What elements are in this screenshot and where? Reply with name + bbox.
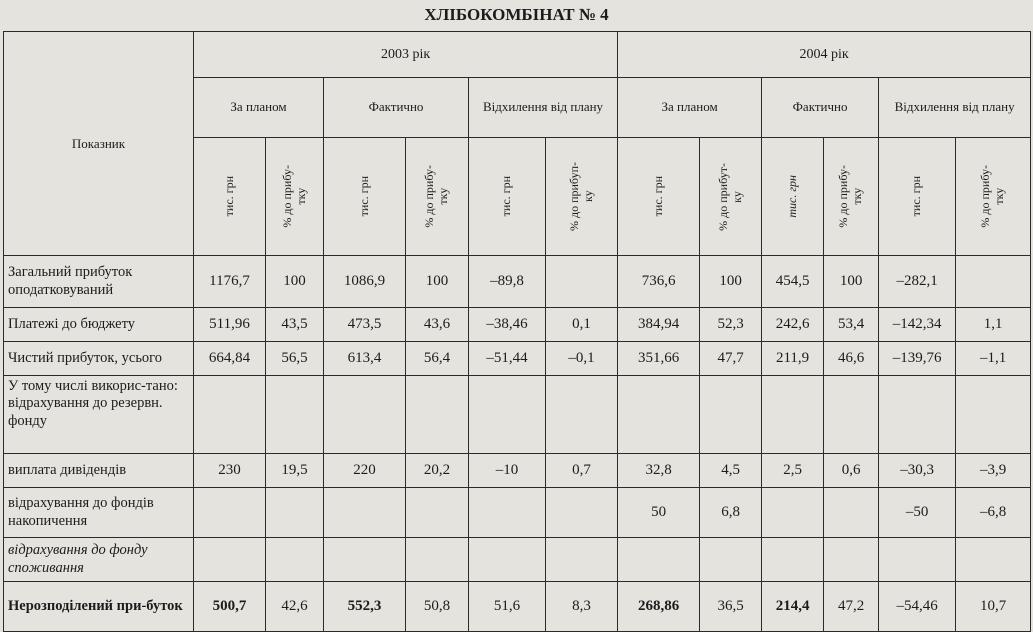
- cell: [406, 488, 469, 538]
- table-row: [4, 582, 1031, 632]
- cell: [546, 488, 618, 538]
- cell: 0,7: [546, 454, 618, 488]
- cell: –30,3: [879, 454, 956, 488]
- subheader-cell: [700, 138, 762, 256]
- row-label: Загальний прибуток оподатковуваний: [4, 256, 194, 308]
- cell: 19,5: [266, 454, 324, 488]
- subheader-pct: % до прибу- тку: [978, 165, 1007, 228]
- cell: –1,1: [956, 342, 1031, 376]
- subheader-cell: [324, 138, 406, 256]
- cell: [266, 488, 324, 538]
- page-title: ХЛІБОКОМБІНАТ № 4: [424, 5, 609, 24]
- cell: 268,86: [618, 582, 700, 632]
- row-label: відрахування до фонду споживання: [4, 538, 194, 582]
- table-row: [4, 308, 1031, 342]
- cell: [824, 488, 879, 538]
- subheader-tys: тис. грн: [499, 176, 514, 217]
- cell: [266, 538, 324, 582]
- cell: –10: [469, 454, 546, 488]
- cell: –142,34: [879, 308, 956, 342]
- cell: 43,5: [266, 308, 324, 342]
- cell: [762, 538, 824, 582]
- cell: –3,9: [956, 454, 1031, 488]
- cell: 20,2: [406, 454, 469, 488]
- cell: [469, 538, 546, 582]
- table-row: [4, 256, 1031, 308]
- cell: 384,94: [618, 308, 700, 342]
- deviation-2004-header: Відхилення від плану: [879, 78, 1031, 138]
- cell: –54,46: [879, 582, 956, 632]
- actual-2003-header: Фактично: [324, 78, 469, 138]
- cell: –282,1: [879, 256, 956, 308]
- subheader-pct: % до прибу- тку: [422, 165, 450, 228]
- subheader-tys: тис. грн: [909, 176, 924, 217]
- cell: –6,8: [956, 488, 1031, 538]
- cell: 664,84: [194, 342, 266, 376]
- cell: 32,8: [618, 454, 700, 488]
- cell: 50,8: [406, 582, 469, 632]
- cell: 1086,9: [324, 256, 406, 308]
- cell: [194, 376, 266, 454]
- subheader-cell: [879, 138, 956, 256]
- table-row: [4, 342, 1031, 376]
- cell: 351,66: [618, 342, 700, 376]
- cell: 613,4: [324, 342, 406, 376]
- cell: [879, 376, 956, 454]
- row-label: Чистий прибуток, усього: [4, 342, 194, 376]
- cell: [956, 256, 1031, 308]
- subheader-pct: % до прибу- тку: [836, 165, 865, 228]
- row-label: У тому числі викорис-тано: відрахування до резервн. фонду: [4, 376, 194, 454]
- cell: 47,7: [700, 342, 762, 376]
- cell: 56,4: [406, 342, 469, 376]
- year-2003-header: 2003 рік: [194, 32, 618, 78]
- cell: [618, 376, 700, 454]
- cell: 100: [266, 256, 324, 308]
- cell: 230: [194, 454, 266, 488]
- cell: 43,6: [406, 308, 469, 342]
- cell: [546, 256, 618, 308]
- cell: 36,5: [700, 582, 762, 632]
- cell: –51,44: [469, 342, 546, 376]
- cell: 47,2: [824, 582, 879, 632]
- indicator-header: Показник: [4, 32, 194, 256]
- subheader-tys: тис. грн: [784, 175, 799, 218]
- cell: 100: [700, 256, 762, 308]
- cell: 56,5: [266, 342, 324, 376]
- cell: [700, 538, 762, 582]
- cell: [824, 538, 879, 582]
- cell: [824, 376, 879, 454]
- cell: [618, 538, 700, 582]
- subheader-cell: [824, 138, 879, 256]
- cell: 1,1: [956, 308, 1031, 342]
- cell: [956, 376, 1031, 454]
- table-row: [4, 376, 1031, 454]
- plan-2003-header: За планом: [194, 78, 324, 138]
- cell: –50: [879, 488, 956, 538]
- cell: [546, 376, 618, 454]
- subheader-cell: [618, 138, 700, 256]
- cell: [469, 488, 546, 538]
- cell: [324, 538, 406, 582]
- subheader-cell: [406, 138, 469, 256]
- subheader-cell: [956, 138, 1031, 256]
- cell: 242,6: [762, 308, 824, 342]
- subheader-cell: [194, 138, 266, 256]
- cell: 2,5: [762, 454, 824, 488]
- row-label: виплата дивідендів: [4, 454, 194, 488]
- cell: [762, 488, 824, 538]
- cell: [762, 376, 824, 454]
- cell: 100: [406, 256, 469, 308]
- cell: 473,5: [324, 308, 406, 342]
- cell: 46,6: [824, 342, 879, 376]
- profit-table: [3, 31, 1031, 632]
- cell: [546, 538, 618, 582]
- cell: [194, 488, 266, 538]
- subheader-tys: тис. грн: [356, 176, 371, 217]
- row-label: Платежі до бюджету: [4, 308, 194, 342]
- cell: –0,1: [546, 342, 618, 376]
- cell: 51,6: [469, 582, 546, 632]
- cell: 500,7: [194, 582, 266, 632]
- cell: [406, 376, 469, 454]
- cell: 552,3: [324, 582, 406, 632]
- cell: [879, 538, 956, 582]
- cell: 4,5: [700, 454, 762, 488]
- cell: 6,8: [700, 488, 762, 538]
- cell: –89,8: [469, 256, 546, 308]
- cell: 53,4: [824, 308, 879, 342]
- subheader-tys: тис. грн: [221, 176, 236, 217]
- table-body: [4, 256, 1031, 632]
- year-2004-header: 2004 рік: [618, 32, 1031, 78]
- cell: [469, 376, 546, 454]
- subheader-cell: [546, 138, 618, 256]
- table-row: [4, 488, 1031, 538]
- cell: 211,9: [762, 342, 824, 376]
- cell: 8,3: [546, 582, 618, 632]
- table-row: [4, 538, 1031, 582]
- cell: 0,1: [546, 308, 618, 342]
- cell: 50: [618, 488, 700, 538]
- subheader-cell: [469, 138, 546, 256]
- cell: [700, 376, 762, 454]
- cell: 100: [824, 256, 879, 308]
- cell: [194, 538, 266, 582]
- cell: 454,5: [762, 256, 824, 308]
- deviation-2003-header: Відхилення від плану: [469, 78, 618, 138]
- row-label: Нерозподілений при-буток: [4, 582, 194, 632]
- actual-2004-header: Фактично: [762, 78, 879, 138]
- cell: [406, 538, 469, 582]
- row-label: відрахування до фондів накопичення: [4, 488, 194, 538]
- cell: 0,6: [824, 454, 879, 488]
- cell: [266, 376, 324, 454]
- subheader-tys: тис. грн: [650, 176, 665, 217]
- cell: [956, 538, 1031, 582]
- cell: –38,46: [469, 308, 546, 342]
- cell: 10,7: [956, 582, 1031, 632]
- cell: 220: [324, 454, 406, 488]
- cell: 511,96: [194, 308, 266, 342]
- subheader-cell: [762, 138, 824, 256]
- subheader-cell: [266, 138, 324, 256]
- cell: [324, 488, 406, 538]
- cell: 736,6: [618, 256, 700, 308]
- subheader-pct: % до прибуп- ку: [566, 161, 595, 231]
- cell: 1176,7: [194, 256, 266, 308]
- cell: [324, 376, 406, 454]
- cell: –139,76: [879, 342, 956, 376]
- subheader-pct: % до прибут- ку: [715, 162, 744, 231]
- cell: 214,4: [762, 582, 824, 632]
- subheader-pct: % до прибу- тку: [279, 165, 308, 228]
- plan-2004-header: За планом: [618, 78, 762, 138]
- cell: 52,3: [700, 308, 762, 342]
- table-row: [4, 454, 1031, 488]
- cell: 42,6: [266, 582, 324, 632]
